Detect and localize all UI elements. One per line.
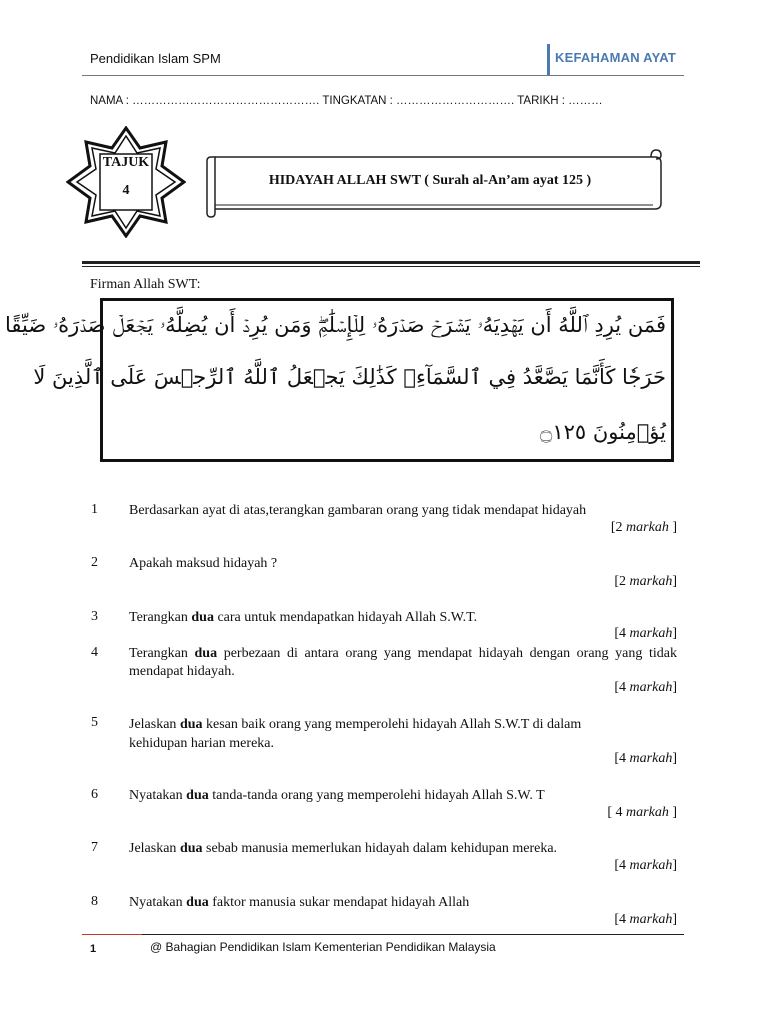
marks-close: ] [672,626,677,641]
verse-line-1: فَمَن يُرِدِ ٱللَّهُ أَن يَهۡدِيَهُۥ يَشۡرَحۡ صَدۡرَهُۥ لِلۡإِسۡلَٰمِۖ وَمَن يُرِدۡ أَن يُضِلَّهُۥ يَجۡعَلۡ صَدۡرَهُۥ ضَيِّقًا [5,313,666,337]
firman-label: Firman Allah SWT: [90,277,201,292]
topic-star-badge [66,126,186,238]
document-subject: Pendidikan Islam SPM [90,51,221,66]
footer-accent-line [82,934,142,935]
marks-word: markah [629,574,673,589]
marks-open: [4 [614,751,630,766]
question-text [129,894,677,912]
marks-open: [4 [614,912,630,927]
question-marks [614,912,677,928]
question-emphasis: dua [179,717,203,732]
page-number: 1 [90,943,97,955]
question-text-part: Jelaskan [129,841,180,856]
question-marks [611,520,677,536]
header-divider [82,75,684,76]
question-text-part: tanda-tanda orang yang memperolehi hidayah Allah S.W. T [208,788,545,803]
question-text-part: Nyatakan [129,788,187,803]
topic-label: TAJUK [102,155,150,170]
question-text-part: faktor manusia sukar mendapat hidayah Allah [208,895,470,910]
question-marks [614,680,677,696]
question-marks [614,574,677,590]
question-number: 6 [91,787,98,802]
question-text-part: Jelaskan [129,717,180,732]
question-marks [607,805,677,821]
question-marks [614,751,677,767]
marks-close: ] [672,912,677,927]
header-accent-bar [547,44,550,76]
question-number: 7 [91,840,98,855]
marks-open: [2 [614,574,630,589]
marks-word: markah [626,520,669,535]
marks-close: ] [668,805,677,820]
section-divider-thin [82,266,700,267]
question-number: 5 [91,715,98,730]
question-text [129,840,677,858]
marks-close: ] [668,520,677,535]
question-text-part: Nyatakan [129,895,187,910]
question-text-part: Terangkan [129,610,192,625]
marks-word: markah [629,912,673,927]
question-text-part: sebab manusia memerlukan hidayah dalam kehidupan mereka. [202,841,558,856]
marks-open: [4 [614,626,630,641]
question-text-part: Berdasarkan ayat di atas,terangkan gambaran orang yang tidak mendapat hidayah [129,503,587,518]
question-emphasis: dua [186,788,209,803]
marks-word: markah [629,751,673,766]
question-text [129,502,677,520]
marks-word: markah [626,805,669,820]
marks-close: ] [672,574,677,589]
marks-word: markah [629,680,673,695]
question-number: 1 [91,502,98,517]
section-divider-thick [82,261,700,264]
verse-line-2: حَرَجٗا كَأَنَّمَا يَصَّعَّدُ فِي ٱلسَّمَآءِۚ كَذَٰلِكَ يَجۡعَلُ ٱللَّهُ ٱلرِّجۡسَ عَلَى ٱلَّذِينَ لَا [33,365,666,389]
footer-credit: @ Bahagian Pendidikan Islam Kementerian Pendidikan Malaysia [150,940,496,954]
marks-open: [ 4 [607,805,627,820]
marks-word: markah [629,858,673,873]
question-emphasis: dua [186,895,209,910]
marks-close: ] [672,751,677,766]
question-marks [614,858,677,874]
lesson-title: HIDAYAH ALLAH SWT ( Surah al-An’am ayat 125 ) [268,173,592,188]
question-text [129,645,677,681]
question-text [129,609,677,627]
marks-open: [4 [614,680,630,695]
student-info-line: NAMA : …………………………………………. TINGKATAN : …………………………. TARIKH : ……… [90,95,603,107]
marks-close: ] [672,680,677,695]
footer-divider [142,934,684,935]
question-number: 2 [91,555,98,570]
question-marks [614,626,677,642]
question-emphasis: dua [179,841,203,856]
question-text-part: Apakah maksud hidayah ? [129,556,278,571]
question-emphasis: dua [194,646,218,661]
marks-open: [4 [614,858,630,873]
question-text-part: Terangkan [129,646,195,661]
star-icon [66,126,186,238]
question-number: 4 [91,645,98,660]
question-number: 3 [91,609,98,624]
section-title: KEFAHAMAN AYAT [555,50,677,65]
marks-word: markah [629,626,673,641]
marks-open: [2 [610,520,627,535]
question-text-part: cara untuk mendapatkan hidayah Allah S.W.T. [213,610,478,625]
marks-close: ] [672,858,677,873]
question-emphasis: dua [191,610,214,625]
verse-line-3: يُؤۡمِنُونَ ۝١٢٥ [540,420,666,444]
topic-number: 4 [122,183,130,198]
question-text-part: perbezaan di antara orang yang mendapat hidayah dengan orang yang tidak mendapat hidayah. [129,646,677,679]
question-number: 8 [91,894,98,909]
question-text-part: kesan baik orang yang memperolehi hidayah Allah S.W.T di dalam kehidupan harian mereka. [129,717,582,751]
question-text [129,715,629,753]
question-text [129,555,677,573]
question-text [129,787,677,805]
